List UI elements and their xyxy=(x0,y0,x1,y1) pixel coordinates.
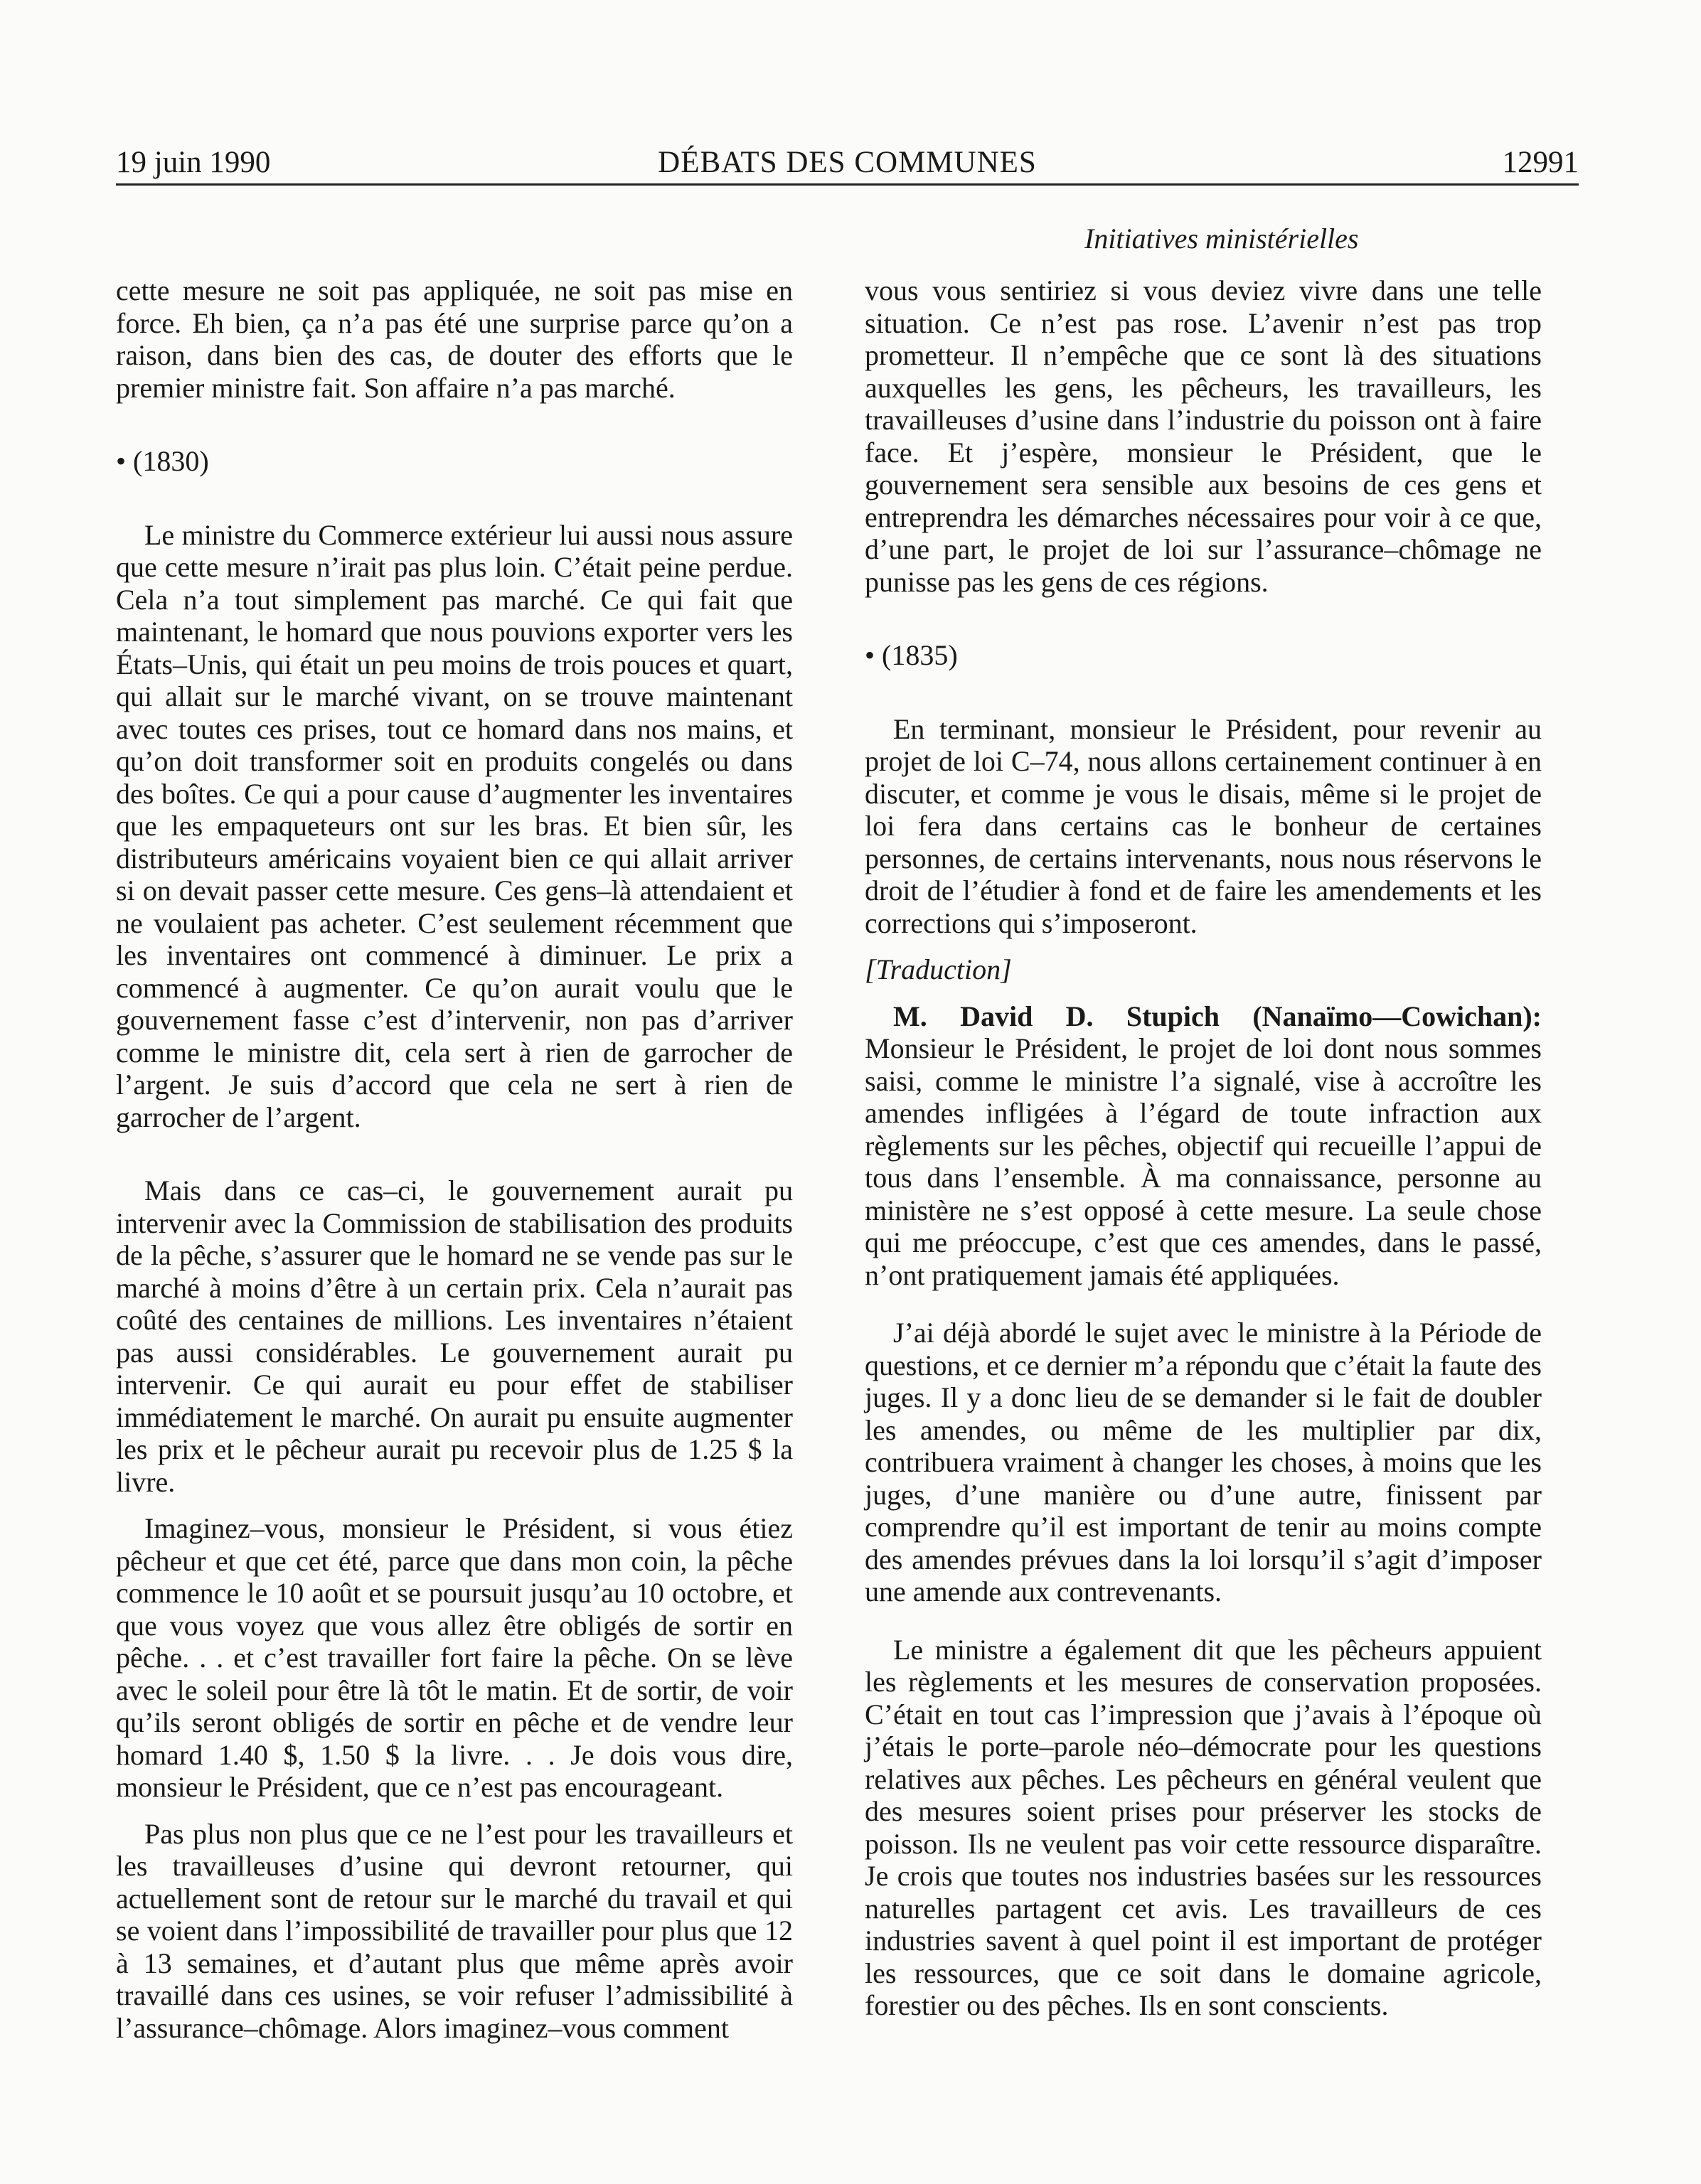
header-rule xyxy=(116,183,1579,186)
left-paragraph-2: Le ministre du Commerce extérieur lui aussi nous assure que cette mesure n’irait pas plus loin. C’était peine perdue. Cela n’a tout simplement pas marché. Ce qui fait que maintenant, le homard que nous pouvions exporter vers les États–Unis, qui était un peu moins de trois pouces et quart, qui allait sur le marché vivant, on se trouve maintenant avec toutes ces prises, tout ce homard dans nos mains, et qu’on doit transformer soit en produits congelés ou dans des boîtes. Ce qui a pour cause d’augmenter les inventaires que les empaqueteurs ont sur les bras. Et bien sûr, les distributeurs américains voyaient bien ce qui allait arriver si on devait passer cette mesure. Ces gens–là attendaient et ne voulaient pas acheter. C’est seulement récemment que les inventaires ont commencé à diminuer. Le prix a commencé à augmenter. Ce qu’on aurait voulu que le gouvernement fasse c’est d’intervenir, non pas d’arriver comme le ministre dit, cela sert à rien de garrocher de l’argent. Je suis d’accord que cela ne sert à rien de garrocher de l’argent. xyxy=(116,518,793,1133)
speaker-paragraph-text: Monsieur le Président, le projet de loi dont nous sommes saisi, comme le ministre l’a signalé, vise à accroître les amendes infligées à l’égard de toute infraction aux règlements sur les pêches, objectif qui recueille l’appui de tous dans l’ensemble. À ma connaissance, personne au ministère ne s’est opposé à cette mesure. La seule chose qui me préoccupe, c’est que ces amendes, dans le passé, n’ont pratiquement jamais été appliquées. xyxy=(865,1032,1542,1291)
time-marker-text: (1830) xyxy=(133,445,209,477)
bullet-icon: • xyxy=(116,445,127,477)
right-paragraph-4: J’ai déjà abordé le sujet avec le ministre à la Période de questions, et ce dernier m’a répondu que c’était la faute des juges. Il y a donc lieu de se demander si le fait de doubler les amendes, ou même de les multiplier par dix, contribuera vraiment à changer les choses, à moins que les juges, d’une manière ou d’une autre, finissent par comprendre qu’il est important de tenir au moins compte des amendes prévues dans la loi lorsqu’il s’agit d’imposer une amende aux contrevenants. xyxy=(865,1317,1542,1607)
left-column xyxy=(116,274,793,2044)
translation-label: [Traduction] xyxy=(865,953,1012,985)
bullet-icon: • xyxy=(865,639,875,671)
right-paragraph-5: Le ministre a également dit que les pêcheurs appuient les règlements et les mesures de conservation proposées. C’était en tout cas l’impression que j’avais à l’époque où j’étais le porte–parole néo–démocrate pour les questions relatives aux pêches. Les pêcheurs en général veulent que des mesures soient prises pour préserver les stocks de poisson. Ils ne veulent pas voir cette ressource disparaître. Je crois que toutes nos industries basées sur les ressources naturelles partagent cet avis. Les travailleurs de ces industries savent à quel point il est important de protéger les ressources, que ce soit dans le domaine agricole, forestier ou des pêches. Ils en sont conscients. xyxy=(865,1633,1542,2021)
speaker-name: M. David D. Stupich (Nanaïmo—Cowichan): xyxy=(893,1000,1542,1032)
header-title: DÉBATS DES COMMUNES xyxy=(658,146,1037,179)
time-marker-text: (1835) xyxy=(882,639,958,671)
left-paragraph-4: Imaginez–vous, monsieur le Président, si vous étiez pêcheur et que cet été, parce que dans mon coin, la pêche commence le 10 août et se poursuit jusqu’au 10 octobre, et que vous voyez que vous allez être obligés de sortir en pêche. . . et c’est travailler fort faire la pêche. On se lève avec le soleil pour être là tôt le matin. Et de sortir, de voir qu’ils seront obligés de sortir en pêche et de vendre leur homard 1.40 $, 1.50 $ la livre. . . Je dois vous dire, monsieur le Président, que ce n’est pas encourageant. xyxy=(116,1512,793,1803)
header-page-number: 12991 xyxy=(1502,146,1579,179)
page-header xyxy=(116,142,1579,183)
right-paragraph-1: vous vous sentiriez si vous deviez vivre dans une telle situation. Ce n’est pas rose. L’avenir n’est pas trop prometteur. Il n’empêche que ce sont là des situations auxquelles les gens, les pêcheurs, les travailleurs, les travailleuses d’usine dans l’industrie du poisson ont à faire face. Et j’espère, monsieur le Président, que le gouvernement sera sensible aux besoins de ces gens et entreprendra les démarches nécessaires pour voir à ce que, d’une part, le projet de loi sur l’assurance–chômage ne punisse pas les gens de ces régions. xyxy=(865,274,1542,598)
speaker-paragraph xyxy=(865,1000,1542,1292)
right-paragraph-2: En terminant, monsieur le Président, pour revenir au projet de loi C–74, nous allons certainement continuer à en discuter, et comme je vous le disais, même si le projet de loi fera dans certains cas le bonheur de certaines personnes, de certains intervenants, nous nous réservons le droit de l’étudier à fond et de faire les amendements et les corrections qui s’imposeront. xyxy=(865,712,1542,939)
left-paragraph-1: cette mesure ne soit pas appliquée, ne soit pas mise en force. Eh bien, ça n’a pas été une surprise parce qu’on a raison, dans bien des cas, de douter des efforts que le premier ministre fait. Son affaire n’a pas marché. xyxy=(116,274,793,404)
left-paragraph-3: Mais dans ce cas–ci, le gouvernement aurait pu intervenir avec la Commission de stabilisation des produits de la pêche, s’assurer que le homard ne se vende pas sur le marché à moins d’être à un certain prix. Cela n’aurait pas coûté des centaines de millions. Les inventaires n’étaient pas aussi considérables. Le gouvernement aurait pu intervenir. Ce qui aurait eu pour effet de stabiliser immédiatement le marché. On aurait pu ensuite augmenter les prix et le pêcheur aurait pu recevoir plus de 1.25 $ la livre. xyxy=(116,1174,793,1498)
left-paragraph-5: Pas plus non plus que ce ne l’est pour les travailleurs et les travailleuses d’usine qui devront retourner, qui actuellement sont de retour sur le marché du travail et qui se voient dans l’impossibilité de travailler pour plus que 12 à 13 semaines, et d’autant plus que même après avoir travaillé dans ces usines, se voir refuser l’admissibilité à l’assurance–chômage. Alors imaginez–vous comment xyxy=(116,1817,793,2044)
time-marker-1835 xyxy=(865,639,1542,672)
header-date: 19 juin 1990 xyxy=(116,146,271,179)
time-marker-1830 xyxy=(116,445,793,478)
section-label: Initiatives ministérielles xyxy=(1084,223,1359,255)
right-column xyxy=(865,274,1542,2022)
